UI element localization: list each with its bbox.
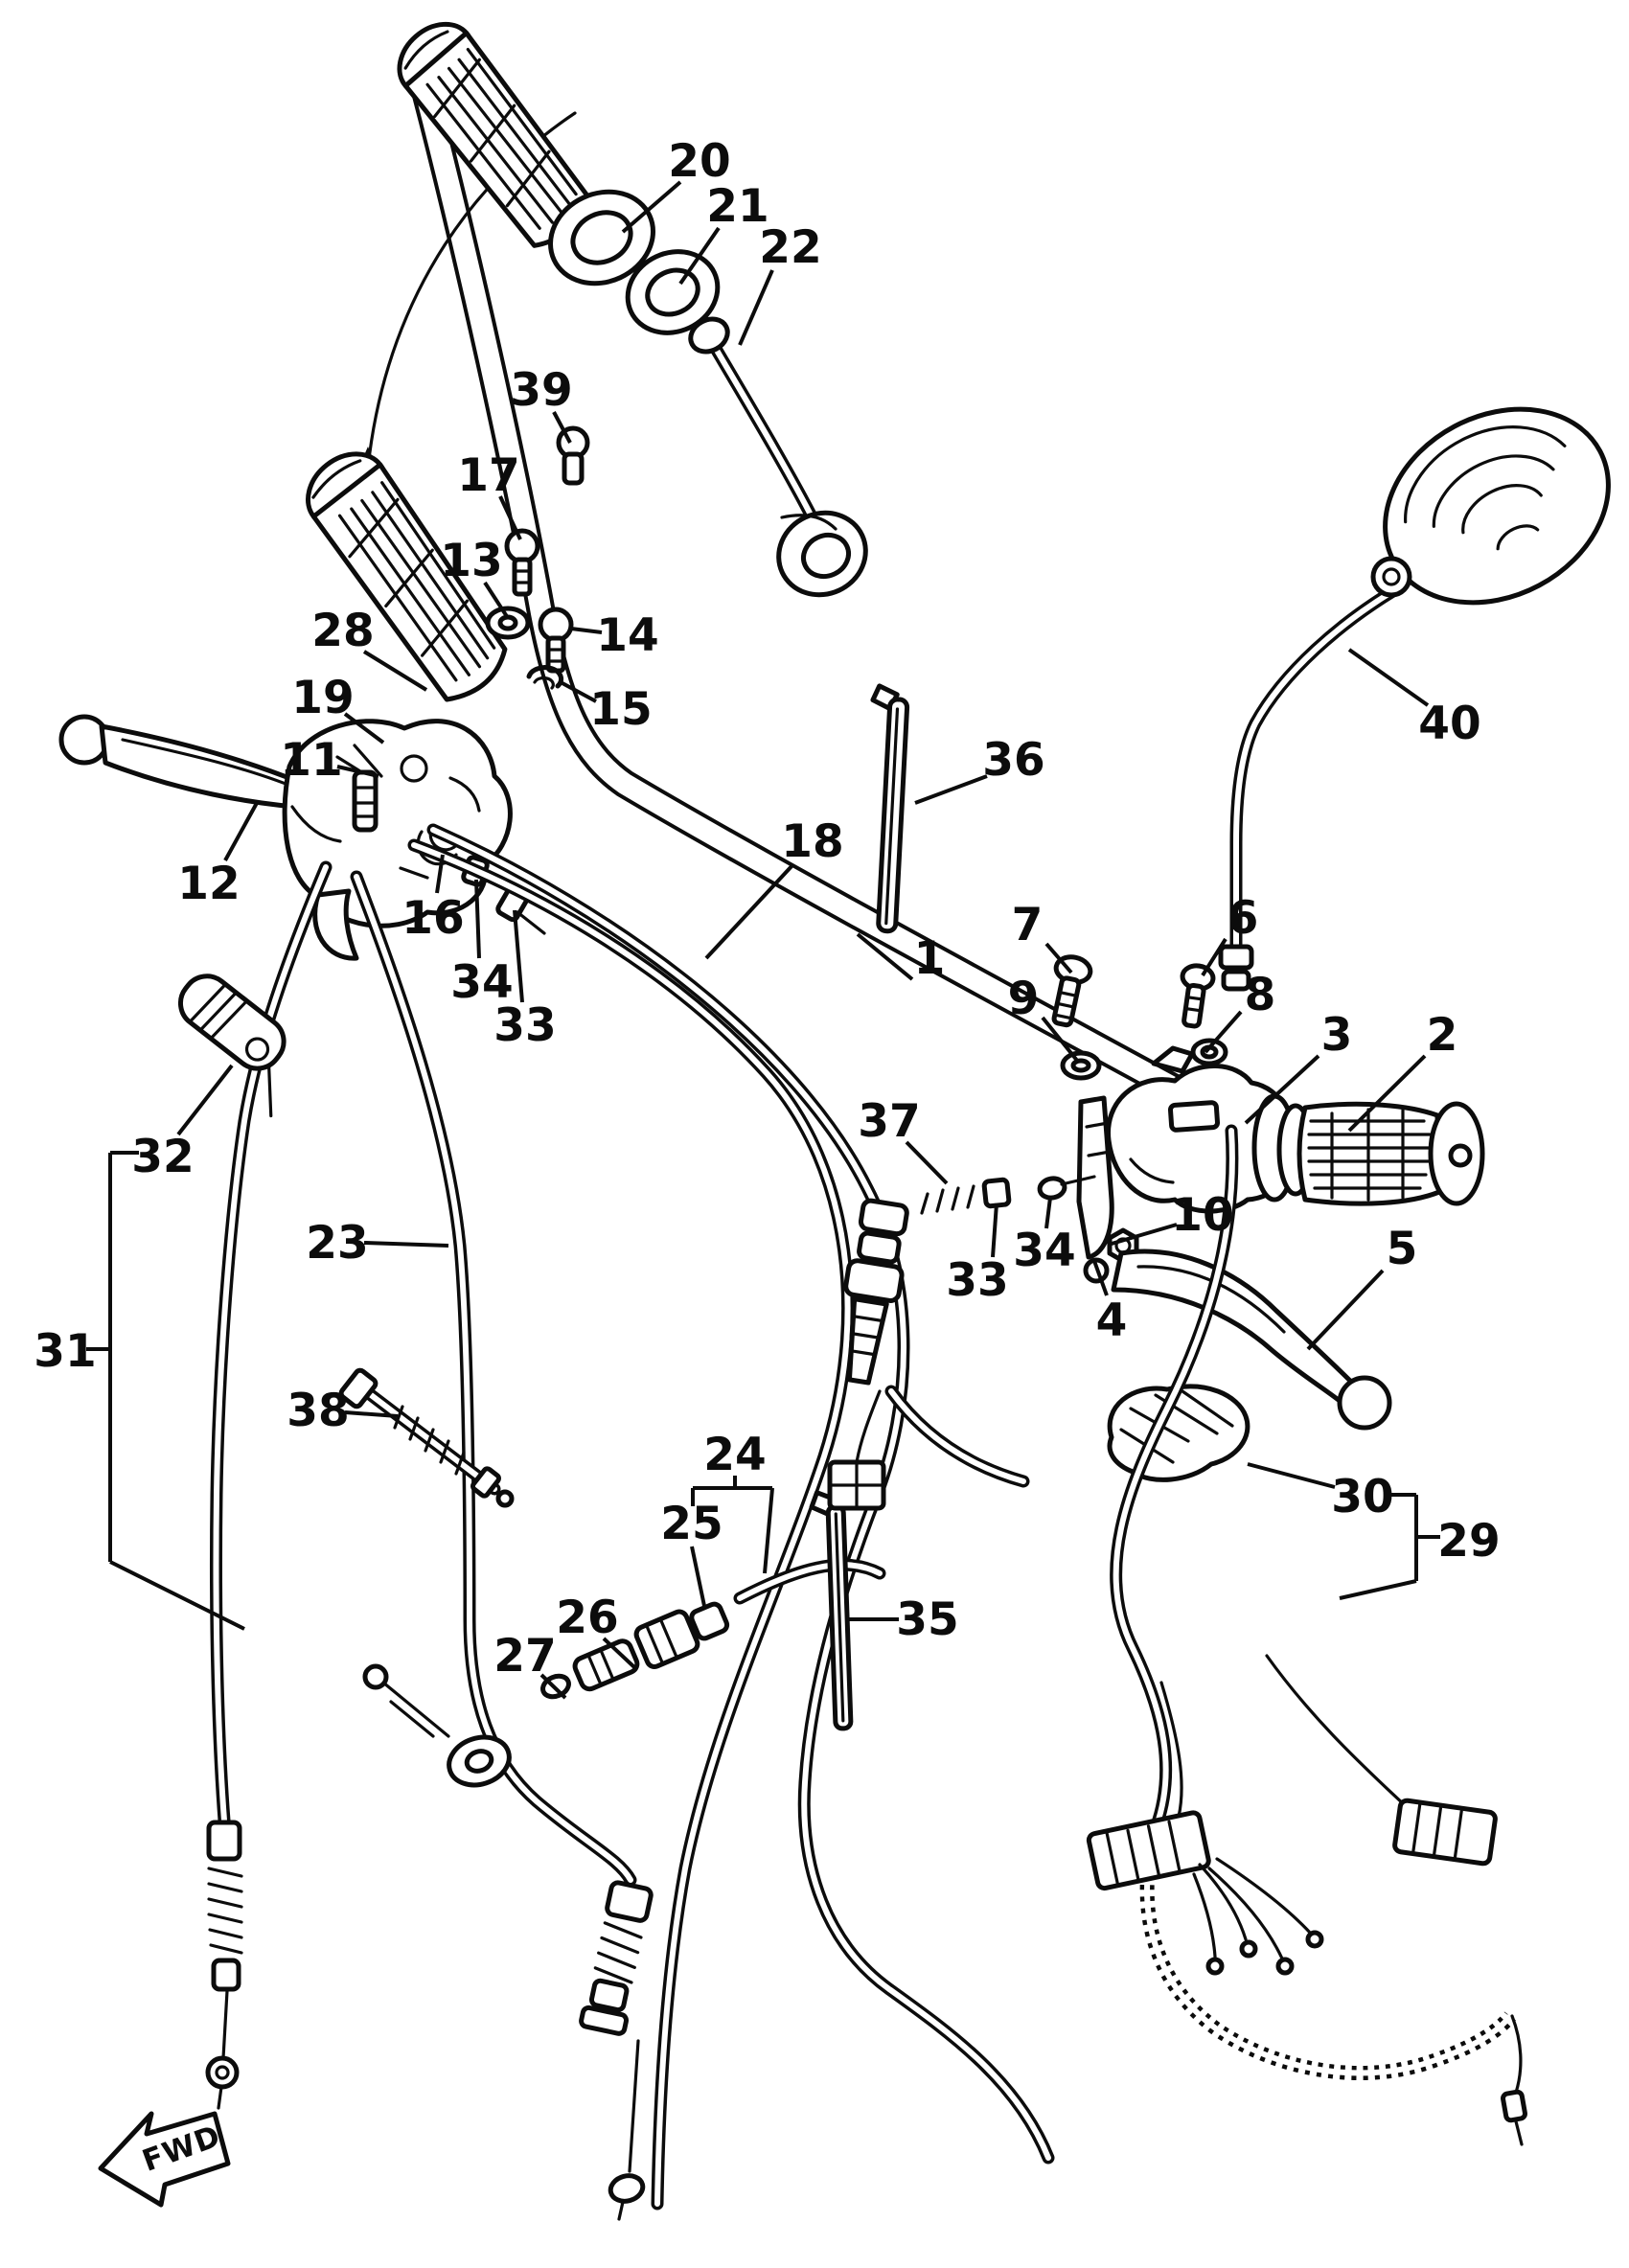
mirror-40 xyxy=(1221,372,1629,989)
fwd-label: FWD xyxy=(137,2119,226,2179)
callout-leader-12 xyxy=(225,803,257,860)
screw-39 xyxy=(559,428,587,483)
callout-23: 23 xyxy=(306,1217,369,1270)
callout-13: 13 xyxy=(440,535,503,587)
callout-leader-30 xyxy=(1248,1464,1335,1487)
callout-40: 40 xyxy=(1418,698,1481,750)
throttle-cable-a xyxy=(414,845,848,2204)
callout-leader-23 xyxy=(364,1243,448,1246)
callout-25: 25 xyxy=(660,1498,723,1550)
callout-19: 19 xyxy=(291,672,355,724)
bracket-29 xyxy=(1340,1581,1416,1598)
callout-6: 6 xyxy=(1227,892,1259,945)
callout-leader-36 xyxy=(915,776,987,803)
callout-3: 3 xyxy=(1320,1009,1353,1062)
callout-10: 10 xyxy=(1171,1189,1234,1242)
callout-leader-22 xyxy=(740,270,772,345)
callout-2: 2 xyxy=(1426,1009,1458,1062)
callout-leader-18 xyxy=(706,864,793,958)
cable-grommet xyxy=(443,1730,516,1792)
fwd-arrow xyxy=(101,2114,228,2205)
callout-26: 26 xyxy=(556,1592,619,1644)
callout-34b: 34 xyxy=(1013,1225,1076,1277)
callout-39: 39 xyxy=(510,364,573,417)
callout-18: 18 xyxy=(781,815,844,868)
callout-12: 12 xyxy=(177,858,241,910)
callout-20: 20 xyxy=(668,135,731,188)
callout-33: 33 xyxy=(493,999,557,1052)
callout-leader-37 xyxy=(906,1142,947,1183)
callout-37: 37 xyxy=(858,1095,921,1148)
callout-24: 24 xyxy=(703,1429,767,1481)
adjuster-38 xyxy=(339,1368,512,1505)
washer-8 xyxy=(1193,1041,1226,1064)
callout-15: 15 xyxy=(589,683,653,736)
callout-31: 31 xyxy=(34,1325,97,1378)
callout-leader-5 xyxy=(1308,1271,1383,1349)
callout-27: 27 xyxy=(493,1630,557,1683)
callout-36: 36 xyxy=(982,734,1045,787)
callout-leader-40 xyxy=(1349,650,1428,705)
cable-end-fitting-11 xyxy=(355,772,376,830)
washer-13 xyxy=(488,608,528,637)
boot-cable-tail xyxy=(891,1391,1023,1481)
callout-30: 30 xyxy=(1331,1471,1394,1523)
callout-9: 9 xyxy=(1007,973,1040,1025)
callout-28: 28 xyxy=(311,605,375,657)
cable-tie-36 xyxy=(860,686,907,932)
callout-22: 22 xyxy=(759,221,822,274)
callout-29: 29 xyxy=(1437,1515,1501,1568)
callout-leader-33b xyxy=(993,1203,997,1257)
callout-1: 1 xyxy=(913,932,946,985)
callout-38: 38 xyxy=(287,1385,350,1437)
callout-leader-33 xyxy=(515,910,522,1002)
callout-32: 32 xyxy=(131,1131,195,1183)
callout-leader-25 xyxy=(692,1546,704,1606)
callout-leader-32 xyxy=(178,1065,232,1134)
bolt-6 xyxy=(1176,964,1214,1028)
callout-16: 16 xyxy=(402,892,465,945)
front-brake-cable xyxy=(356,877,654,2219)
callout-4: 4 xyxy=(1095,1294,1128,1347)
cable-stud xyxy=(365,1666,448,1736)
rubber-boot-30 xyxy=(1110,1386,1248,1479)
callout-5: 5 xyxy=(1386,1223,1418,1275)
cap-32 xyxy=(156,967,317,1116)
bracket-31 xyxy=(110,1562,244,1629)
bracket-24 xyxy=(765,1488,772,1573)
callout-layer xyxy=(34,135,1500,1698)
callout-35: 35 xyxy=(896,1593,959,1646)
washer-9 xyxy=(1063,1053,1099,1078)
grip-right-2 xyxy=(1299,1104,1482,1203)
callout-33b: 33 xyxy=(946,1254,1009,1307)
callout-34: 34 xyxy=(450,956,514,1009)
callout-17: 17 xyxy=(457,449,520,502)
callout-21: 21 xyxy=(706,180,769,233)
throttle-tube-22 xyxy=(685,312,880,608)
callout-8: 8 xyxy=(1244,969,1276,1021)
callout-14: 14 xyxy=(596,609,659,662)
callout-7: 7 xyxy=(1011,899,1044,951)
callout-11: 11 xyxy=(280,734,343,787)
